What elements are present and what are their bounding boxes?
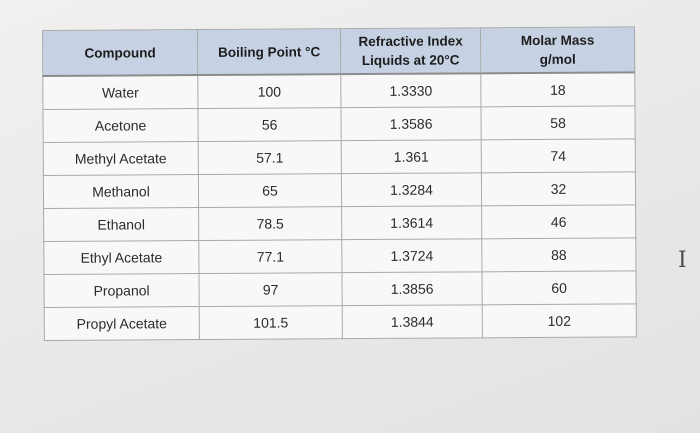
cell-compound: Ethyl Acetate [44, 241, 199, 275]
table-row [43, 106, 635, 143]
cell-compound: Methyl Acetate [43, 142, 198, 176]
table-body [43, 72, 637, 340]
cell-refractive-index: 1.3284 [341, 173, 481, 207]
cell-refractive-index: 1.3614 [342, 206, 482, 240]
header-refractive-index [340, 28, 480, 74]
cell-molar-mass: 74 [481, 139, 635, 173]
cell-refractive-index: 1.3724 [342, 239, 482, 273]
header-compound: Compound [43, 30, 198, 76]
table-header [43, 27, 635, 76]
cell-boiling-point: 97 [199, 273, 342, 307]
table-row [43, 172, 635, 209]
cell-boiling-point: 65 [198, 174, 341, 208]
document-sheet [42, 26, 636, 340]
cell-refractive-index: 1.3844 [342, 305, 482, 339]
cell-molar-mass: 88 [482, 238, 636, 272]
table-row [44, 271, 636, 308]
cell-molar-mass: 18 [481, 72, 635, 106]
compound-properties-table [42, 26, 637, 341]
cell-compound: Methanol [43, 175, 198, 209]
cell-boiling-point: 77.1 [199, 240, 342, 274]
table-row [43, 139, 635, 176]
header-molar-mass-line2: g/mol [539, 51, 576, 67]
cell-molar-mass: 32 [481, 172, 635, 206]
cell-boiling-point: 57.1 [198, 141, 341, 175]
table-row [44, 238, 636, 275]
header-molar-mass-line1: Molar Mass [520, 32, 595, 49]
cell-molar-mass: 58 [481, 106, 635, 140]
cell-boiling-point: 101.5 [199, 306, 342, 340]
header-boiling-point: Boiling Point °C [198, 29, 341, 75]
header-row [43, 27, 635, 76]
cell-boiling-point: 78.5 [199, 207, 342, 241]
table-row [44, 304, 636, 341]
cell-boiling-point: 100 [198, 74, 341, 108]
cell-refractive-index: 1.3856 [342, 272, 482, 306]
cell-compound: Acetone [43, 109, 198, 143]
cell-refractive-index: 1.361 [341, 140, 481, 174]
text-cursor-icon: I [678, 248, 687, 273]
header-refractive-index-line1: Refractive Index [358, 33, 463, 50]
cell-molar-mass: 60 [482, 271, 636, 305]
cell-refractive-index: 1.3330 [341, 73, 481, 107]
cell-boiling-point: 56 [198, 108, 341, 142]
table-row [44, 205, 636, 242]
cell-compound: Propyl Acetate [44, 307, 199, 341]
cell-molar-mass: 46 [482, 205, 636, 239]
cell-molar-mass: 102 [482, 304, 636, 338]
header-refractive-index-line2: Liquids at 20°C [361, 52, 460, 69]
table-row [43, 72, 635, 109]
cell-refractive-index: 1.3586 [341, 107, 481, 141]
cell-compound: Propanol [44, 274, 199, 308]
cell-compound: Water [43, 75, 198, 109]
cell-compound: Ethanol [44, 208, 199, 242]
header-molar-mass [480, 27, 634, 73]
